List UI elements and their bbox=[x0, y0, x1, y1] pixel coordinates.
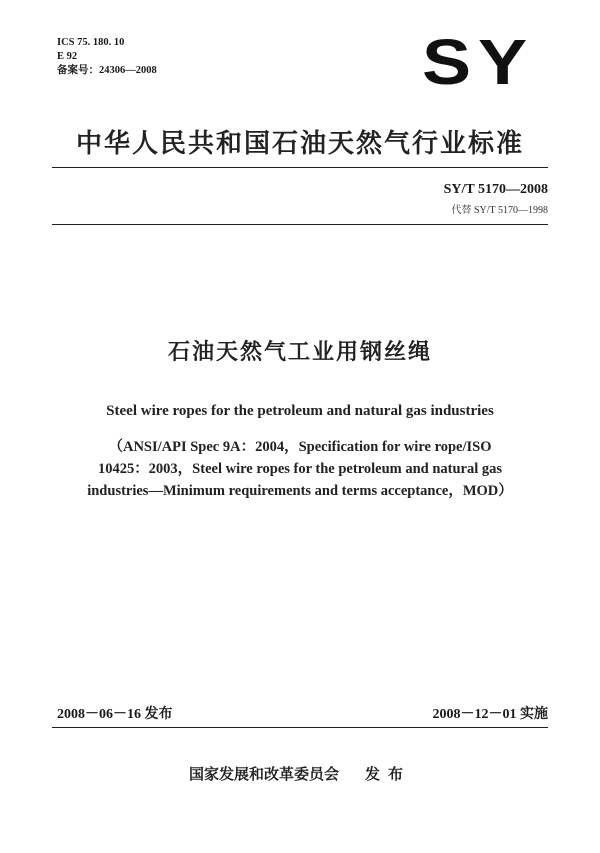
implementation-date: 2008－12－01 实施 bbox=[432, 707, 548, 722]
standard-category-title: 中华人民共和国石油天然气行业标准 bbox=[75, 129, 524, 159]
issue-date: 2008－06－16 发布 bbox=[57, 707, 173, 722]
standard-number-block bbox=[444, 182, 548, 216]
adoption-line: 10425：2003，Steel wire ropes for the petroleum and natural gas bbox=[97, 461, 503, 477]
document-title-chinese: 石油天然气工业用钢丝绳 bbox=[167, 340, 432, 365]
issuer-name: 国家发展和改革委员会 bbox=[188, 765, 339, 783]
top-divider bbox=[52, 167, 548, 168]
issuer-verb: 发布 bbox=[365, 765, 412, 783]
issuer-line bbox=[0, 763, 600, 784]
classification-codes bbox=[57, 36, 157, 78]
record-number: 备案号：24306—2008 bbox=[57, 65, 157, 76]
ccs-code: E 92 bbox=[57, 51, 78, 62]
adoption-statement bbox=[84, 436, 516, 502]
adoption-line: （ANSI/API Spec 9A：2004，Specification for wire rope/ISO bbox=[108, 439, 492, 455]
adoption-line: industries—Minimum requirements and terms acceptance，MOD） bbox=[87, 483, 513, 499]
sy-logo: SY bbox=[422, 26, 534, 98]
replaces-standard: 代替 SY/T 5170—1998 bbox=[451, 205, 548, 216]
bottom-divider bbox=[52, 727, 548, 728]
ics-code: ICS 75. 180. 10 bbox=[57, 37, 125, 48]
document-title-english: Steel wire ropes for the petroleum and natural gas industries bbox=[106, 403, 494, 419]
second-divider bbox=[52, 224, 548, 225]
standard-number: SY/T 5170—2008 bbox=[443, 182, 548, 197]
